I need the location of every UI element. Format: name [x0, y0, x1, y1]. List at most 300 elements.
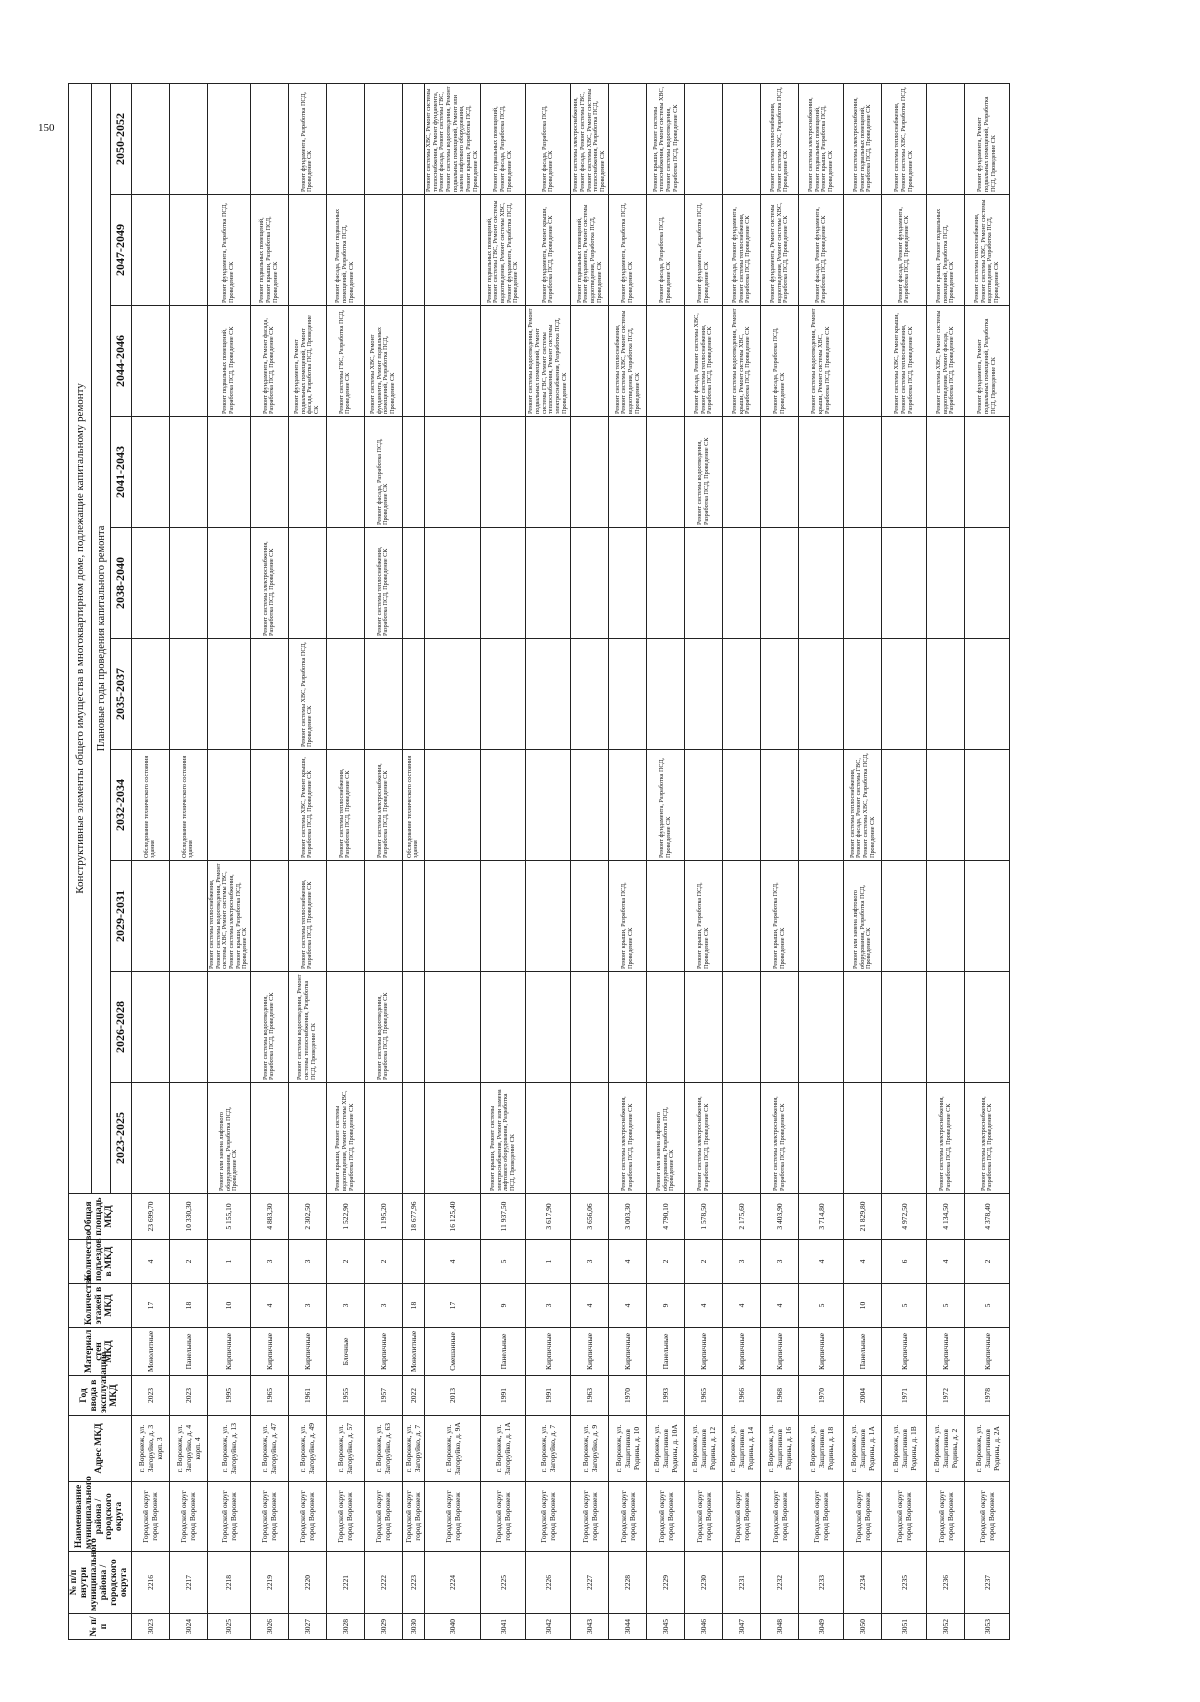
- address-cell: г. Воронеж, ул. Загоруйко, д. 9: [571, 1416, 609, 1482]
- planned-works-cell: Ремонт системы электроснабжения, Ремонт фасада, Ремонт системы ГВС, Ремонт системы ХВС, Ремонт системы теплоснабжения, Разработка ПСД, Проведение СК: [571, 83, 609, 194]
- planned-works-cell: [288, 528, 326, 639]
- planned-works-cell: [326, 417, 364, 528]
- address-cell: г. Воронеж, ул. Загоруйко, д. 7: [402, 1416, 424, 1482]
- table-row: [424, 83, 481, 1639]
- planned-works-cell: [424, 750, 481, 861]
- planned-works-cell: [364, 83, 402, 194]
- planned-works-cell: [326, 972, 364, 1083]
- wall-material-cell: Кирпичные: [927, 1328, 965, 1376]
- wall-material-cell: Кирпичные: [965, 1328, 1010, 1376]
- wall-material-cell: Кирпичные: [761, 1328, 799, 1376]
- planned-works-cell: [402, 417, 424, 528]
- planned-works-cell: Ремонт системы теплоснабжения, Разработка ПСД, Проведение СК: [288, 861, 326, 972]
- municipality-cell: Городской округ город Воронеж: [799, 1482, 844, 1552]
- planned-works-cell: Ремонт фундамента, Разработка ПСД, Проведение СК: [685, 195, 723, 306]
- entrances-cell: 2: [685, 1240, 723, 1284]
- wall-material-cell: Блочные: [326, 1328, 364, 1376]
- floors-cell: 4: [250, 1284, 288, 1328]
- planned-works-cell: [207, 83, 250, 194]
- floors-cell: 4: [609, 1284, 647, 1328]
- municipality-cell: Городской округ город Воронеж: [965, 1482, 1010, 1552]
- planned-works-cell: Ремонт системы электроснабжения, Разработка ПСД, Проведение СК: [685, 1083, 723, 1194]
- planned-works-cell: [131, 639, 169, 750]
- municipal-number-cell: 2222: [364, 1552, 402, 1614]
- planned-works-cell: Ремонт системы теплоснабжения, Ремонт системы ХВС, Разработка ПСД, Проведение СК: [882, 83, 927, 194]
- row-number-cell: 3030: [402, 1614, 424, 1640]
- municipality-cell: Городской округ город Воронеж: [723, 1482, 761, 1552]
- planned-works-cell: Ремонт системы теплоснабжения, Ремонт системы ХВС, Ремонт системы водоотведения, Разработка ПСД, Проведение СК: [609, 306, 647, 417]
- planned-works-cell: Ремонт фундамента, Разработка ПСД, Проведение СК: [647, 750, 685, 861]
- planned-works-cell: [169, 972, 207, 1083]
- table-row: [131, 83, 169, 1639]
- planned-works-cell: Ремонт фасада, Ремонт фундамента, Ремонт системы теплоснабжения, Разработка ПСД, Проведение СК: [723, 195, 761, 306]
- row-number-cell: 3027: [288, 1614, 326, 1640]
- floors-cell: 5: [799, 1284, 844, 1328]
- planned-works-cell: [169, 306, 207, 417]
- planned-works-cell: [685, 83, 723, 194]
- row-number-cell: 3041: [481, 1614, 526, 1640]
- planned-works-cell: [799, 417, 844, 528]
- planned-works-cell: [402, 528, 424, 639]
- municipality-cell: Городской округ город Воронеж: [288, 1482, 326, 1552]
- planned-works-cell: [207, 417, 250, 528]
- col-entrances-header: Количество подъездов в МКД: [69, 1240, 132, 1284]
- municipal-number-cell: 2221: [326, 1552, 364, 1614]
- planned-works-cell: [927, 639, 965, 750]
- planned-works-cell: [609, 528, 647, 639]
- municipality-cell: Городской округ город Воронеж: [761, 1482, 799, 1552]
- table-row: [761, 83, 799, 1639]
- planned-works-cell: [844, 195, 882, 306]
- municipality-cell: Городской округ город Воронеж: [647, 1482, 685, 1552]
- planned-works-cell: [723, 83, 761, 194]
- municipality-cell: Городской округ город Воронеж: [526, 1482, 571, 1552]
- area-cell: 4 378,40: [965, 1194, 1010, 1240]
- area-cell: 3 656,06: [571, 1194, 609, 1240]
- year-built-cell: 2023: [131, 1376, 169, 1416]
- planned-works-cell: [424, 528, 481, 639]
- year-header: 2023-2025: [111, 1083, 132, 1194]
- table-row: [799, 83, 844, 1639]
- table-row: [723, 83, 761, 1639]
- planned-works-cell: [647, 528, 685, 639]
- municipality-cell: Городской округ город Воронеж: [326, 1482, 364, 1552]
- row-number-cell: 3049: [799, 1614, 844, 1640]
- address-cell: г. Воронеж, ул. Защитников Родины, д. 10А: [647, 1416, 685, 1482]
- address-cell: г. Воронеж, ул. Защитников Родины, д. 1А: [844, 1416, 882, 1482]
- planned-works-cell: [169, 417, 207, 528]
- area-cell: 3 003,30: [609, 1194, 647, 1240]
- planned-works-cell: [250, 417, 288, 528]
- planned-works-cell: [571, 861, 609, 972]
- year-built-cell: 1963: [571, 1376, 609, 1416]
- area-cell: 1 522,90: [326, 1194, 364, 1240]
- planned-works-cell: [424, 417, 481, 528]
- municipality-cell: Городской округ город Воронеж: [685, 1482, 723, 1552]
- entrances-cell: 3: [723, 1240, 761, 1284]
- municipal-number-cell: 2235: [882, 1552, 927, 1614]
- planned-works-cell: [131, 1083, 169, 1194]
- table-row: [364, 83, 402, 1639]
- floors-cell: 4: [761, 1284, 799, 1328]
- planned-works-cell: [882, 1083, 927, 1194]
- table-subtitle: Плановые годы проведения капитального ремонта: [92, 83, 111, 1193]
- row-number-cell: 3028: [326, 1614, 364, 1640]
- floors-cell: 18: [402, 1284, 424, 1328]
- floors-cell: 10: [844, 1284, 882, 1328]
- address-cell: г. Воронеж, ул. Загоруйко, д. 13: [207, 1416, 250, 1482]
- entrances-cell: 4: [799, 1240, 844, 1284]
- area-cell: 3 714,80: [799, 1194, 844, 1240]
- planned-works-cell: Ремонт подвальных помещений, Ремонт системы ГВС, Ремонт системы водоотведения, Ремонт системы ХВС, Ремонт фундамента, Разработка ПСД, Проведение СК: [481, 195, 526, 306]
- area-cell: 23 699,70: [131, 1194, 169, 1240]
- planned-works-cell: Ремонт фасада, Ремонт фундамента, Разработка ПСД, Проведение СК: [799, 195, 844, 306]
- municipal-number-cell: 2230: [685, 1552, 723, 1614]
- area-cell: 2 175,60: [723, 1194, 761, 1240]
- planned-works-cell: [965, 639, 1010, 750]
- floors-cell: 4: [571, 1284, 609, 1328]
- planned-works-cell: [927, 417, 965, 528]
- address-cell: г. Воронеж, ул. Загоруйко, д. 63: [364, 1416, 402, 1482]
- year-header: 2035-2037: [111, 639, 132, 750]
- municipality-cell: Городской округ город Воронеж: [609, 1482, 647, 1552]
- table-row: [526, 83, 571, 1639]
- planned-works-cell: Ремонт крыши, Ремонт системы электроснабжения, Ремонт или замена лифтового оборудования, Разработка ПСД, Проведение СК: [481, 1083, 526, 1194]
- planned-works-cell: [571, 528, 609, 639]
- floors-cell: 9: [647, 1284, 685, 1328]
- municipal-number-cell: 2216: [131, 1552, 169, 1614]
- planned-works-cell: Ремонт системы водоотведения, Ремонт крыши, Ремонт системы ХВС, Разработка ПСД, Проведение СК: [799, 306, 844, 417]
- planned-works-cell: [647, 639, 685, 750]
- planned-works-cell: [424, 639, 481, 750]
- row-number-cell: 3023: [131, 1614, 169, 1640]
- year-header: 2041-2043: [111, 417, 132, 528]
- area-cell: 18 677,96: [402, 1194, 424, 1240]
- year-built-cell: 2013: [424, 1376, 481, 1416]
- planned-works-cell: [927, 861, 965, 972]
- entrances-cell: 1: [526, 1240, 571, 1284]
- municipality-cell: Городской округ город Воронеж: [481, 1482, 526, 1552]
- area-cell: 4 883,30: [250, 1194, 288, 1240]
- planned-works-cell: [250, 750, 288, 861]
- municipal-number-cell: 2219: [250, 1552, 288, 1614]
- planned-works-cell: Ремонт или замена лифтового оборудования, Разработка ПСД, Проведение СК: [844, 861, 882, 972]
- planned-works-cell: [526, 528, 571, 639]
- planned-works-cell: [526, 639, 571, 750]
- year-built-cell: 2022: [402, 1376, 424, 1416]
- floors-cell: 4: [685, 1284, 723, 1328]
- planned-works-cell: [481, 417, 526, 528]
- planned-works-cell: [326, 83, 364, 194]
- planned-works-cell: [799, 639, 844, 750]
- col-floors-header: Количество этажей в МКД: [69, 1284, 132, 1328]
- table-row: [402, 83, 424, 1639]
- planned-works-cell: [250, 1083, 288, 1194]
- municipality-cell: Городской округ город Воронеж: [571, 1482, 609, 1552]
- area-cell: 1 578,50: [685, 1194, 723, 1240]
- planned-works-cell: Ремонт системы ХВС, Разработка ПСД, Проведение СК: [288, 639, 326, 750]
- planned-works-cell: [609, 750, 647, 861]
- year-built-cell: 1991: [526, 1376, 571, 1416]
- planned-works-cell: [685, 639, 723, 750]
- wall-material-cell: Кирпичные: [882, 1328, 927, 1376]
- wall-material-cell: Кирпичные: [609, 1328, 647, 1376]
- year-header: 2026-2028: [111, 972, 132, 1083]
- planned-works-cell: Ремонт системы теплоснабжения, Разработка ПСД, Проведение СК: [364, 528, 402, 639]
- wall-material-cell: Смешанные: [424, 1328, 481, 1376]
- table-row: [326, 83, 364, 1639]
- planned-works-cell: [685, 750, 723, 861]
- planned-works-cell: Ремонт фундамента, Разработка ПСД, Проведение СК: [288, 83, 326, 194]
- municipal-number-cell: 2224: [424, 1552, 481, 1614]
- planned-works-cell: [250, 83, 288, 194]
- planned-works-cell: Ремонт системы водоотведения, Разработка ПСД, Проведение СК: [364, 972, 402, 1083]
- planned-works-cell: Ремонт фасада, Ремонт фундамента, Разработка ПСД, Проведение СК: [882, 195, 927, 306]
- planned-works-cell: [844, 972, 882, 1083]
- wall-material-cell: Панельные: [647, 1328, 685, 1376]
- planned-works-cell: Ремонт системы теплоснабжения, Ремонт системы водоотведения, Ремонт системы ХВС, Ремонт системы ГВС, Ремонт системы электроснабжения, Ремонт крыши, Разработка ПСД, Проведение СК: [207, 861, 250, 972]
- col-no-municipal-header: № п/п внутри муниципального района / городского округа: [69, 1552, 132, 1614]
- table-title: Конструктивные элементы общего имущества в многоквартирном доме, подлежащие капитальному ремонту: [69, 83, 92, 1193]
- entrances-cell: 4: [844, 1240, 882, 1284]
- planned-works-cell: [526, 750, 571, 861]
- municipal-number-cell: 2233: [799, 1552, 844, 1614]
- row-number-cell: 3043: [571, 1614, 609, 1640]
- entrances-cell: 4: [131, 1240, 169, 1284]
- planned-works-cell: [571, 972, 609, 1083]
- entrances-cell: 2: [169, 1240, 207, 1284]
- planned-works-cell: [723, 750, 761, 861]
- planned-works-cell: [402, 195, 424, 306]
- entrances-cell: 4: [424, 1240, 481, 1284]
- planned-works-cell: Ремонт или замена лифтового оборудования, Разработка ПСД, Проведение СК: [647, 1083, 685, 1194]
- planned-works-cell: [844, 639, 882, 750]
- planned-works-cell: [326, 639, 364, 750]
- planned-works-cell: [424, 306, 481, 417]
- table-row: [965, 83, 1010, 1639]
- area-cell: 11 937,50: [481, 1194, 526, 1240]
- planned-works-cell: [481, 639, 526, 750]
- municipality-cell: Городской округ город Воронеж: [169, 1482, 207, 1552]
- year-header: 2050-2052: [111, 83, 132, 194]
- floors-cell: 3: [288, 1284, 326, 1328]
- table-row: [844, 83, 882, 1639]
- wall-material-cell: Кирпичные: [685, 1328, 723, 1376]
- page-number: 150: [38, 122, 55, 134]
- year-built-cell: 1970: [799, 1376, 844, 1416]
- planned-works-cell: Ремонт системы теплоснабжения, Ремонт системы ХВС, Разработка ПСД, Проведение СК: [761, 83, 799, 194]
- planned-works-cell: [965, 417, 1010, 528]
- planned-works-cell: Ремонт фундамента, Ремонт системы водоотведения, Ремонт системы ХВС, Разработка ПСД, Проведение СК: [761, 195, 799, 306]
- floors-cell: 5: [927, 1284, 965, 1328]
- planned-works-cell: Ремонт фундамента, Ремонт фасада, Разработка ПСД, Проведение СК: [250, 306, 288, 417]
- year-built-cell: 1965: [685, 1376, 723, 1416]
- planned-works-cell: Ремонт системы водоотведения, Ремонт крыши, Ремонт системы ХВС, Разработка ПСД, Проведение СК: [723, 306, 761, 417]
- planned-works-cell: Ремонт системы водоотведения, Разработка ПСД, Проведение СК: [250, 972, 288, 1083]
- planned-works-cell: [424, 861, 481, 972]
- planned-works-cell: [169, 528, 207, 639]
- entrances-cell: 1: [207, 1240, 250, 1284]
- wall-material-cell: Кирпичные: [799, 1328, 844, 1376]
- area-cell: 2 302,50: [288, 1194, 326, 1240]
- table-row: [647, 83, 685, 1639]
- planned-works-cell: [844, 306, 882, 417]
- planned-works-cell: [288, 417, 326, 528]
- planned-works-cell: [723, 1083, 761, 1194]
- year-built-cell: 1957: [364, 1376, 402, 1416]
- planned-works-cell: [799, 750, 844, 861]
- planned-works-cell: [169, 861, 207, 972]
- address-cell: г. Воронеж, ул. Защитников Родины, д. 2: [927, 1416, 965, 1482]
- planned-works-cell: Ремонт системы водоотведения, Разработка ПСД, Проведение СК: [685, 417, 723, 528]
- planned-works-cell: [424, 1083, 481, 1194]
- year-header: 2029-2031: [111, 861, 132, 972]
- planned-works-cell: [927, 83, 965, 194]
- municipal-number-cell: 2236: [927, 1552, 965, 1614]
- planned-works-cell: [526, 417, 571, 528]
- municipal-number-cell: 2229: [647, 1552, 685, 1614]
- planned-works-cell: Ремонт подвальных помещений, Ремонт фундамента, Ремонт системы водоотведения, Разработка ПСД, Проведение СК: [571, 195, 609, 306]
- entrances-cell: 5: [481, 1240, 526, 1284]
- table-row: [169, 83, 207, 1639]
- repair-schedule-table: [68, 83, 1010, 1640]
- planned-works-cell: [288, 195, 326, 306]
- planned-works-cell: [169, 195, 207, 306]
- floors-cell: 4: [723, 1284, 761, 1328]
- planned-works-cell: [288, 1083, 326, 1194]
- table-row: [927, 83, 965, 1639]
- wall-material-cell: Монолитные: [402, 1328, 424, 1376]
- area-cell: 4 972,50: [882, 1194, 927, 1240]
- planned-works-cell: [799, 528, 844, 639]
- year-built-cell: 1971: [882, 1376, 927, 1416]
- planned-works-cell: Обследование технического состояния здания: [402, 750, 424, 861]
- planned-works-cell: [481, 861, 526, 972]
- planned-works-cell: [609, 83, 647, 194]
- table-body: [131, 83, 1010, 1639]
- entrances-cell: 6: [882, 1240, 927, 1284]
- area-cell: 4 134,50: [927, 1194, 965, 1240]
- area-cell: 5 155,10: [207, 1194, 250, 1240]
- planned-works-cell: [882, 417, 927, 528]
- row-number-cell: 3029: [364, 1614, 402, 1640]
- planned-works-cell: [647, 972, 685, 1083]
- planned-works-cell: [647, 417, 685, 528]
- wall-material-cell: Кирпичные: [364, 1328, 402, 1376]
- municipal-number-cell: 2228: [609, 1552, 647, 1614]
- planned-works-cell: Ремонт системы электроснабжения, Разработка ПСД, Проведение СК: [609, 1083, 647, 1194]
- planned-works-cell: Ремонт крыши, Разработка ПСД, Проведение СК: [685, 861, 723, 972]
- row-number-cell: 3040: [424, 1614, 481, 1640]
- table-row: [609, 83, 647, 1639]
- wall-material-cell: Кирпичные: [207, 1328, 250, 1376]
- planned-works-cell: [571, 417, 609, 528]
- row-number-cell: 3024: [169, 1614, 207, 1640]
- municipal-number-cell: 2226: [526, 1552, 571, 1614]
- planned-works-cell: [609, 639, 647, 750]
- planned-works-cell: [326, 861, 364, 972]
- planned-works-cell: [326, 528, 364, 639]
- planned-works-cell: Ремонт крыши, Разработка ПСД, Проведение СК: [609, 861, 647, 972]
- planned-works-cell: [364, 861, 402, 972]
- municipality-cell: Городской округ город Воронеж: [131, 1482, 169, 1552]
- address-cell: г. Воронеж, ул. Защитников Родины, д. 12: [685, 1416, 723, 1482]
- row-number-cell: 3047: [723, 1614, 761, 1640]
- planned-works-cell: [761, 639, 799, 750]
- planned-works-cell: [723, 639, 761, 750]
- planned-works-cell: Ремонт системы ХВС, Ремонт крыши, Разработка ПСД, Проведение СК: [288, 750, 326, 861]
- table-row: [250, 83, 288, 1639]
- planned-works-cell: [169, 83, 207, 194]
- planned-works-cell: [169, 639, 207, 750]
- planned-works-cell: Ремонт фундамента, Ремонт подвальных помещений, Ремонт фасада, Разработка ПСД, Проведение СК: [288, 306, 326, 417]
- municipal-number-cell: 2223: [402, 1552, 424, 1614]
- address-cell: г. Воронеж, ул. Загоруйко, д. 1А: [481, 1416, 526, 1482]
- planned-works-cell: Ремонт фасада, Разработка ПСД, Проведение СК: [364, 417, 402, 528]
- planned-works-cell: [761, 750, 799, 861]
- entrances-cell: 3: [250, 1240, 288, 1284]
- planned-works-cell: [424, 972, 481, 1083]
- wall-material-cell: Кирпичные: [526, 1328, 571, 1376]
- planned-works-cell: [723, 972, 761, 1083]
- planned-works-cell: Ремонт системы электроснабжения, Разработка ПСД, Проведение СК: [250, 528, 288, 639]
- planned-works-cell: Ремонт системы водоотведения, Ремонт подвальных помещений, Ремонт системы ГВС, Ремонт системы теплоснабжения, Ремонт системы электроснабжения, Разработка ПСД, Проведение СК: [526, 306, 571, 417]
- year-built-cell: 1972: [927, 1376, 965, 1416]
- planned-works-cell: [207, 750, 250, 861]
- planned-works-cell: Ремонт фасада, Разработка ПСД, Проведение СК: [647, 195, 685, 306]
- planned-works-cell: [481, 750, 526, 861]
- municipality-cell: Городской округ город Воронеж: [844, 1482, 882, 1552]
- municipality-cell: Городской округ город Воронеж: [424, 1482, 481, 1552]
- floors-cell: 3: [326, 1284, 364, 1328]
- planned-works-cell: [927, 750, 965, 861]
- planned-works-cell: [424, 195, 481, 306]
- planned-works-cell: [481, 972, 526, 1083]
- col-no-header: № п/п: [69, 1614, 132, 1640]
- planned-works-cell: Ремонт фасада, Разработка ПСД, Проведение СК: [526, 83, 571, 194]
- planned-works-cell: Ремонт системы теплоснабжения, Ремонт системы ХВС, Ремонт системы водоотведения, Разработка ПСД, Проведение СК: [965, 195, 1010, 306]
- planned-works-cell: [402, 639, 424, 750]
- table-row: [571, 83, 609, 1639]
- row-number-cell: 3048: [761, 1614, 799, 1640]
- table-row: [207, 83, 250, 1639]
- planned-works-cell: [207, 972, 250, 1083]
- planned-works-cell: [402, 306, 424, 417]
- planned-works-cell: [526, 972, 571, 1083]
- planned-works-cell: [882, 861, 927, 972]
- planned-works-cell: [647, 861, 685, 972]
- planned-works-cell: Ремонт подвальных помещений, Разработка ПСД, Проведение СК: [207, 306, 250, 417]
- address-cell: г. Воронеж, ул. Загоруйко, д. 49: [288, 1416, 326, 1482]
- entrances-cell: [402, 1240, 424, 1284]
- planned-works-cell: [571, 1083, 609, 1194]
- municipal-number-cell: 2225: [481, 1552, 526, 1614]
- planned-works-cell: [481, 306, 526, 417]
- area-cell: 1 195,20: [364, 1194, 402, 1240]
- wall-material-cell: Панельные: [844, 1328, 882, 1376]
- planned-works-cell: [207, 528, 250, 639]
- planned-works-cell: [965, 528, 1010, 639]
- planned-works-cell: [723, 417, 761, 528]
- planned-works-cell: [402, 83, 424, 194]
- address-cell: г. Воронеж, ул. Защитников Родины, д. 18: [799, 1416, 844, 1482]
- planned-works-cell: [131, 528, 169, 639]
- area-cell: 10 330,30: [169, 1194, 207, 1240]
- year-built-cell: 1970: [609, 1376, 647, 1416]
- municipality-cell: Городской округ город Воронеж: [364, 1482, 402, 1552]
- planned-works-cell: [402, 972, 424, 1083]
- floors-cell: 17: [131, 1284, 169, 1328]
